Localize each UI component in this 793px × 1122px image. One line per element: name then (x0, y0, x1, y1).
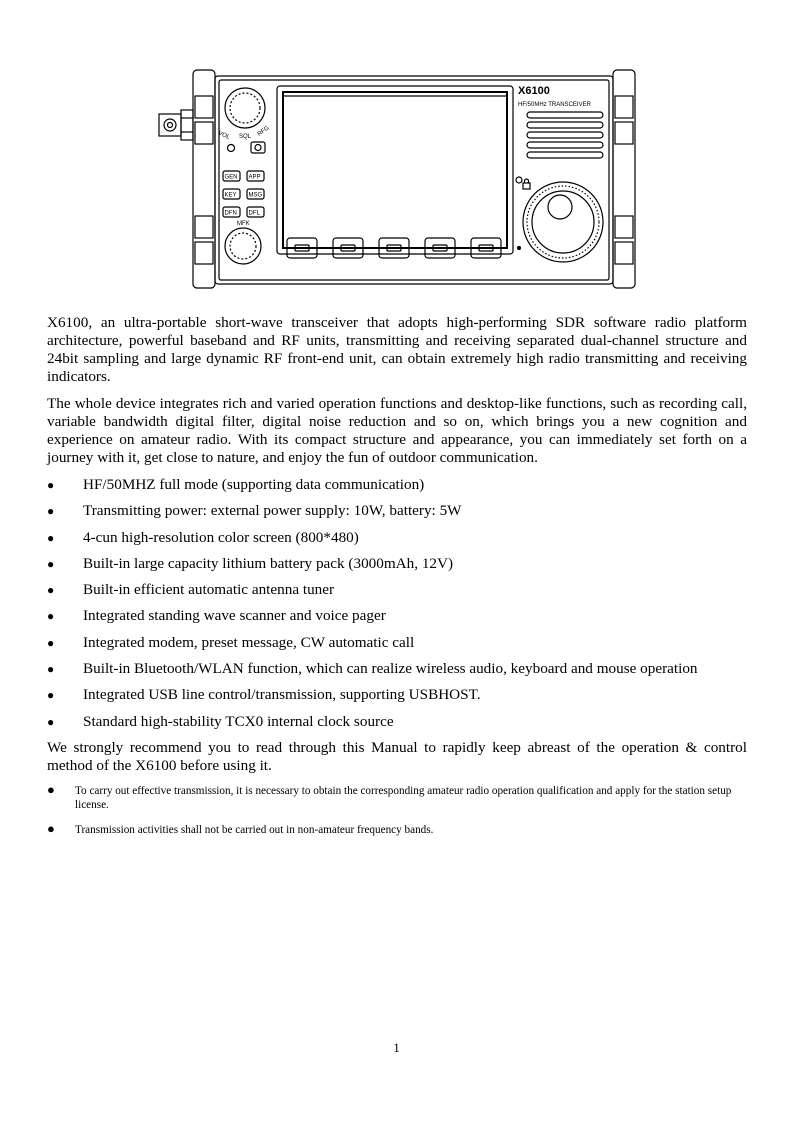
bullet-icon: ● (47, 583, 55, 598)
right-bumper (613, 70, 635, 288)
btn-msg: MSG (248, 192, 263, 199)
speaker-grille-icon (527, 112, 603, 158)
vol-knob-icon (225, 88, 265, 128)
page-number: 1 (393, 1040, 400, 1055)
bullet-icon: ● (47, 478, 55, 492)
model-subtitle: HF/50MHz TRANSCEIVER (518, 102, 591, 108)
manual-content (47, 314, 747, 848)
list-item: ● HF/50MHZ full mode (supporting data communication) (47, 476, 425, 493)
note-item: ● Transmission activities shall not be carried out in non-amateur frequency bands. (47, 820, 434, 836)
btn-key: KEY (224, 192, 237, 199)
btn-dfl: DFL (248, 210, 260, 217)
knob-label-mfk: MFK (237, 221, 250, 227)
list-item: ● Standard high-stability TCX0 internal clock source (47, 712, 394, 730)
antenna-connector-icon (159, 110, 193, 140)
btn-app: APP (248, 174, 261, 181)
tuning-dial-icon (523, 182, 603, 262)
bullet-icon: ● (47, 688, 55, 703)
feature-list (47, 476, 747, 731)
btn-dfn: DFN (224, 210, 237, 217)
status-led-icon (228, 145, 235, 152)
notes-list (47, 781, 747, 837)
bullet-icon: ● (47, 504, 55, 519)
btn-gen: GEN (224, 174, 238, 181)
bullet-icon: ● (47, 556, 55, 571)
knob-label-vol: VOL (217, 130, 231, 141)
indicator-icon (516, 177, 522, 183)
list-item: ● Transmitting power: external power supply: 10W, battery: 5W (47, 502, 462, 520)
mfk-knob-icon (225, 228, 261, 264)
model-label: X6100 (518, 85, 550, 97)
bullet-icon: ● (47, 714, 55, 729)
note-item: ● To carry out effective transmission, it is necessary to obtain the corresponding amateur radio operation qualification and apply for the station setup license. (47, 781, 732, 811)
list-item: ● Built-in efficient automatic antenna tuner (47, 581, 335, 599)
power-button-icon (251, 142, 265, 153)
bullet-icon: ● (47, 609, 55, 624)
knob-label-rfg: RFG (256, 125, 271, 138)
description-paragraph: The whole device integrates rich and varied operation functions and desktop-like functions, such as recording call, variable bandwidth digital filter, digital noise reduction and so on, which brings you a new cognition and experience on amateur radio. With its compact structure and appearance, you can immediately set forth on a journey with it, get close to nature, and enjoy the fun of outdoor communication. (47, 395, 747, 466)
display-screen (277, 86, 513, 254)
knob-label-sql: SQL (239, 134, 252, 140)
recommendation-paragraph: We strongly recommend you to read through this Manual to rapidly keep abreast of the operation & control method of the X6100 before using it. (47, 738, 747, 774)
bullet-icon: ● (47, 635, 55, 650)
intro-paragraph: X6100, an ultra-portable short-wave transceiver that adopts high-performing SDR software radio platform architecture, powerful baseband and RF units, transmitting and receiving separated dual-channel structure and 24bit sampling and large dynamic RF front-end unit, can obtain extremely high radio transmitting and receiving indicators. (47, 314, 747, 385)
lock-icon (523, 179, 530, 189)
bullet-icon: ● (47, 662, 55, 677)
list-item: ● Built-in Bluetooth/WLAN function, which can realize wireless audio, keyboard and mouse operation (47, 660, 698, 678)
transceiver-illustration (155, 66, 641, 292)
list-item: ● Integrated USB line control/transmission, supporting USBHOST. (47, 686, 481, 704)
list-item: ● Integrated standing wave scanner and voice pager (47, 607, 386, 625)
bullet-icon: ● (47, 530, 55, 545)
left-bumper (193, 70, 215, 288)
list-item: ● Built-in large capacity lithium battery pack (3000mAh, 12V) (47, 554, 454, 572)
list-item: ● 4-cun high-resolution color screen (800*480) (47, 528, 359, 546)
bullet-icon: ● (47, 820, 55, 836)
bullet-icon: ● (47, 781, 55, 797)
list-item: ● Integrated modem, preset message, CW automatic call (47, 633, 415, 651)
